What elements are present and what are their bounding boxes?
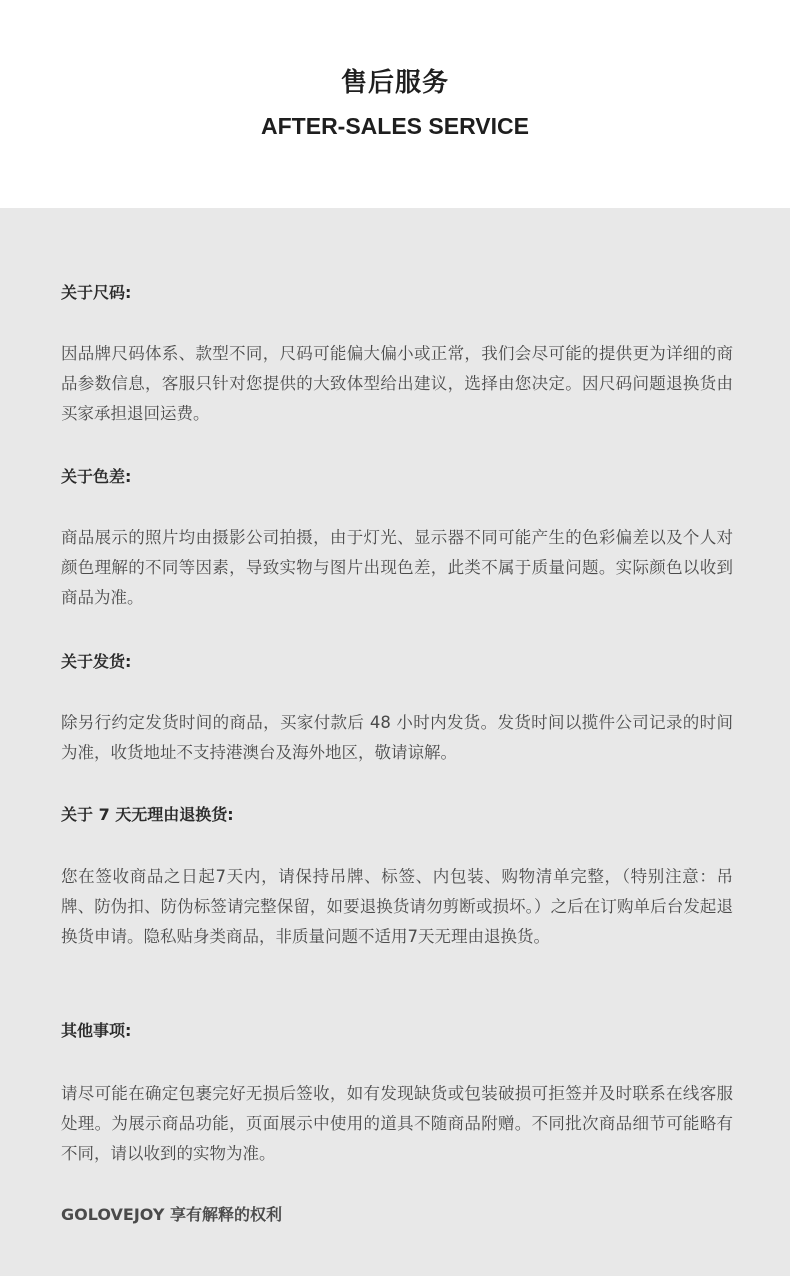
page-title-english: AFTER-SALES SERVICE <box>261 113 529 139</box>
section-body-returns: 您在签收商品之日起7天内，请保持吊牌、标签、内包装、购物清单完整，（特别注意：吊牌、防伪扣、防伪标签请完整保留，如要退换货请勿剪断或损坏。）之后在订购单后台发起退换货申请。隐私贴身类商品，非质量问题不适用7天无理由退换货。 <box>61 867 733 946</box>
section-heading-size: 关于尺码: <box>61 283 132 302</box>
page-header <box>0 0 790 208</box>
section-body-other: 请尽可能在确定包裹完好无损后签收，如有发现缺货或包装破损可拒签并及时联系在线客服处理。为展示商品功能，页面展示中使用的道具不随商品附赠。不同批次商品细节可能略有不同，请以收到的实物为准。 <box>61 1084 733 1163</box>
bottom-margin <box>0 1276 790 1284</box>
section-heading-color-difference: 关于色差: <box>61 467 132 486</box>
section-body-shipping: 除另行约定发货时间的商品，买家付款后 48 小时内发货。发货时间以揽件公司记录的时间为准，收货地址不支持港澳台及海外地区，敬请谅解。 <box>61 713 733 762</box>
section-body-color-difference: 商品展示的照片均由摄影公司拍摄，由于灯光、显示器不同可能产生的色彩偏差以及个人对颜色理解的不同等因素，导致实物与图片出现色差，此类不属于质量问题。实际颜色以收到商品为准。 <box>61 528 733 607</box>
interpretation-rights-note: GOLOVEJOY 享有解释的权利 <box>61 1205 282 1224</box>
page-title-chinese: 售后服务 <box>340 68 449 98</box>
section-heading-shipping: 关于发货: <box>61 652 132 671</box>
section-heading-returns: 关于 7 天无理由退换货: <box>61 805 234 824</box>
section-body-size: 因品牌尺码体系、款型不同，尺码可能偏大偏小或正常，我们会尽可能的提供更为详细的商品参数信息，客服只针对您提供的大致体型给出建议，选择由您决定。因尺码问题退换货由买家承担退回运费。 <box>61 344 733 423</box>
section-heading-other: 其他事项: <box>61 1021 132 1040</box>
